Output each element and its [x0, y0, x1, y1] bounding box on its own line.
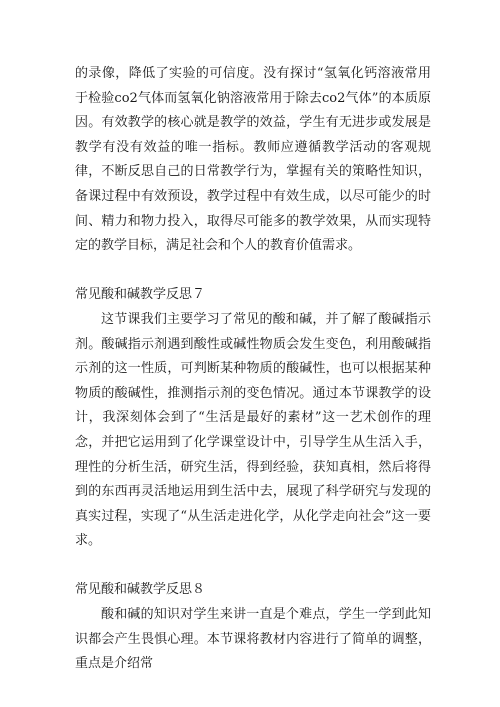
paragraph-continued: 的录像，降低了实验的可信度。没有探讨“氢氧化钙溶液常用于检验co2气体而氢氧化钠溶液常用于除去co2气体”的本质原因。有效教学的核心就是教学的效益，学生有无进步或发展是教学有没有效益的唯一指标。教师应遵循教学活动的客观规律，不断反思自己的日常教学行为，掌握有关的策略性知识，备课过程中有效预设，教学过程中有效生成，以尽可能少的时间、精力和物力投入，取得尽可能多的教学效果，从而实现特定的教学目标，满足社会和个人的教育价值需求。	[75, 66, 431, 254]
section-8-body: 酸和碱的知识对学生来讲一直是个难点，学生一学到此知识都会产生畏惧心理。本节课将教材内容进行了简单的调整，重点是介绍常	[75, 607, 431, 672]
spacer	[75, 554, 431, 579]
section-8-title: 常见酸和碱教学反思８	[75, 582, 206, 598]
section-7-body: 这节课我们主要学习了常见的酸和碱，并了解了酸碱指示剂。酸碱指示剂遇到酸性或碱性物质会发生变色，利用酸碱指示剂的这一性质，可判断某种物质的酸碱性，也可以根据某种物质的酸碱性，推测指示剂的变色情况。通过本节课教学的设计，我深刻体会到了“生活是最好的素材”这一艺术创作的理念，并把它运用到了化学课堂设计中，引导学生从生活入手，理性的分析生活，研究生活，得到经验，获知真相，然后将得到的东西再灵活地运用到生活中去，展现了科学研究与发现的真实过程，实现了“从生活走进化学，从化学走向社会”这一要求。	[75, 311, 431, 549]
spacer	[75, 259, 431, 284]
section-7-title: 常见酸和碱教学反思７	[75, 287, 206, 303]
document-page	[75, 62, 431, 677]
